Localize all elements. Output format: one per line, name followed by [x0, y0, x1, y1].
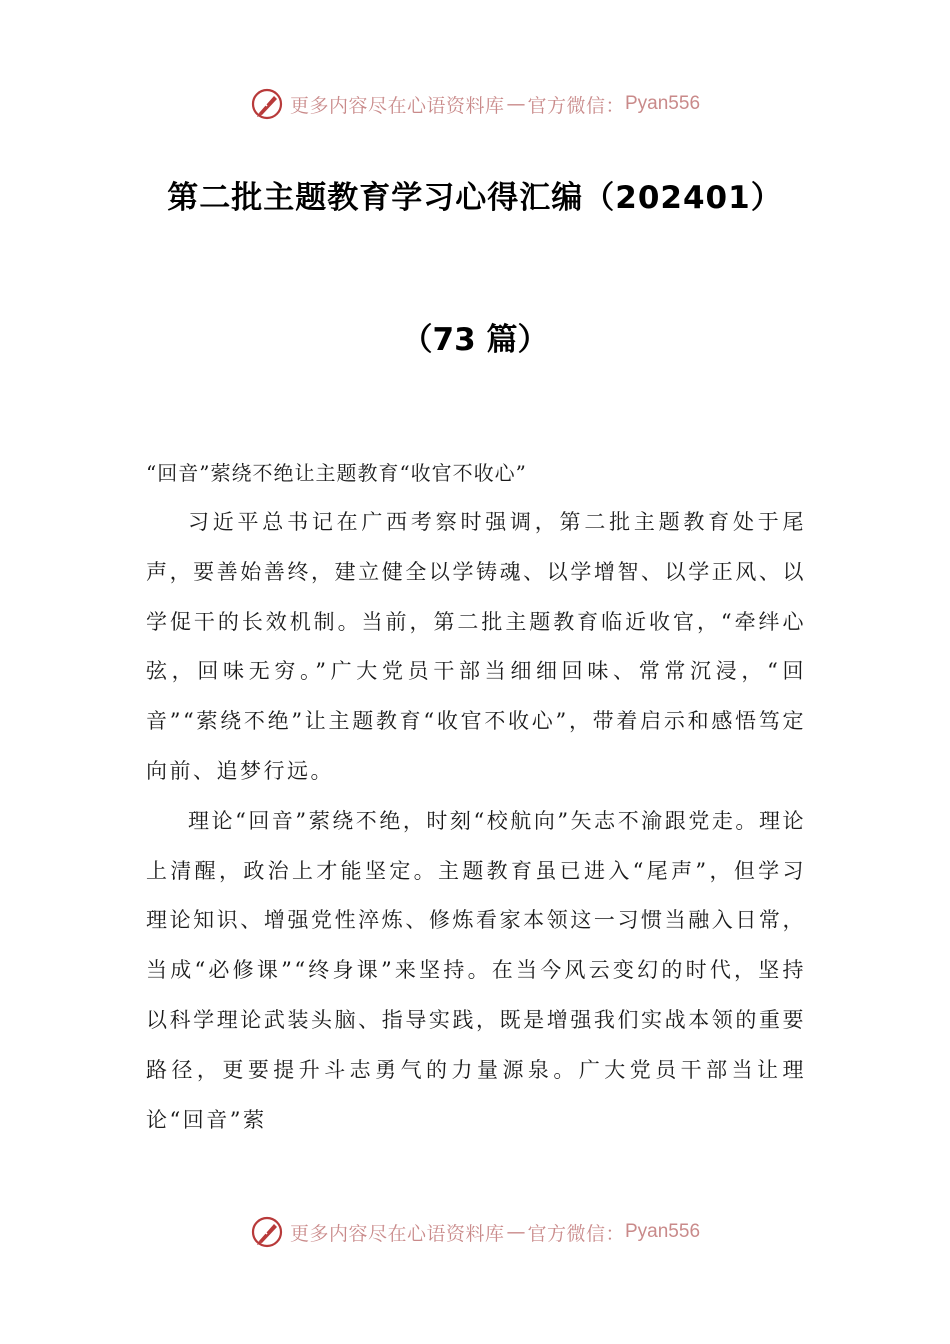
banner-official-label: 官方微信：: [527, 94, 625, 117]
pen-logo-icon: [250, 1215, 284, 1249]
pen-logo-icon: [250, 87, 284, 121]
footer-banner-official-label: 官方微信：: [527, 1222, 625, 1245]
banner-separator: —: [506, 93, 526, 115]
document-count: （73 篇）: [401, 322, 549, 358]
header-banner: [0, 84, 950, 124]
footer-banner-wechat-id: Pyan556: [625, 1221, 701, 1242]
banner-wechat-id: Pyan556: [625, 93, 701, 114]
article-title: “回音”萦绕不绝让主题教育“收官不收心”: [146, 461, 527, 485]
paragraph-2: 理论“回音”萦绕不绝，时刻“校航向”矢志不渝跟党走。理论上清醒，政治上才能坚定。主题教育虽已进入“尾声”，但学习理论知识、增强党性淬炼、修炼看家本领这一习惯当融入日常，当成“必修课”“终身课”来坚持。在当今风云变幻的时代，坚持以科学理论武装头脑、指导实践，既是增强我们实战本领的重要路径，更要提升斗志勇气的力量源泉。广大党员干部当让理论“回音”萦: [146, 808, 806, 1132]
paragraph-1: 习近平总书记在广西考察时强调，第二批主题教育处于尾声，要善始善终，建立健全以学铸魂、以学增智、以学正风、以学促干的长效机制。当前，第二批主题教育临近收官，“牵绊心弦，回味无穷。”广大党员干部当细细回味、常常沉浸，“回音”“萦绕不绝”让主题教育“收官不收心”，带着启示和感悟笃定向前、追梦行远。: [146, 510, 806, 783]
footer-banner-text: 更多内容尽在心语资料库: [289, 1222, 505, 1245]
document-body: [146, 448, 806, 1145]
footer-banner: [0, 1212, 950, 1252]
document-title: 第二批主题教育学习心得汇编（202401）: [167, 180, 783, 216]
footer-banner-separator: —: [506, 1221, 526, 1243]
banner-text: 更多内容尽在心语资料库: [289, 94, 505, 117]
